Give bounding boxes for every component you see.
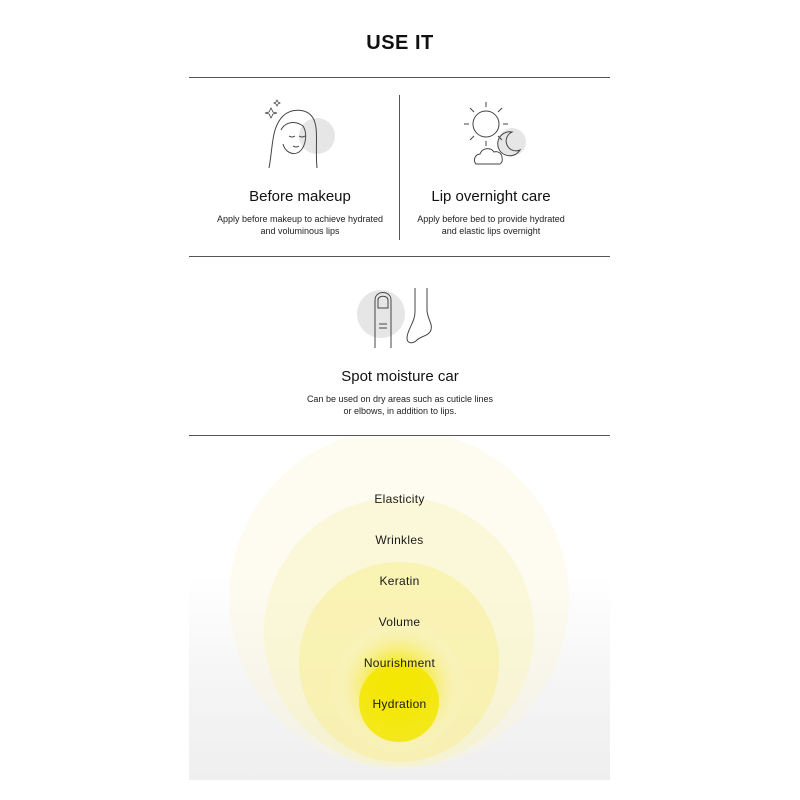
usage-desc-line: Apply before bed to provide hydrated	[417, 214, 565, 224]
yellow-glow-graphic	[189, 437, 610, 780]
divider-top	[189, 77, 610, 78]
usage-desc-line: and elastic lips overnight	[441, 226, 541, 236]
benefit-label: Keratin	[379, 574, 420, 588]
usage-card-spot-moisture	[250, 278, 550, 417]
benefit-label: Volume	[378, 615, 421, 629]
usage-card-before-makeup	[200, 98, 400, 237]
benefit-label: Elasticity	[374, 492, 425, 506]
divider-bottom	[189, 435, 610, 436]
woman-face-icon	[255, 98, 345, 178]
benefit-label: Wrinkles	[375, 533, 424, 547]
benefit-label: Nourishment	[363, 656, 436, 670]
usage-desc-line: Apply before makeup to achieve hydrated	[216, 214, 384, 224]
usage-heading: Lip overnight care	[431, 188, 551, 205]
usage-desc-line: or elbows, in addition to lips.	[343, 406, 457, 416]
usage-description	[250, 393, 550, 417]
finger-foot-icon	[355, 278, 445, 358]
sun-moon-cloud-icon	[446, 98, 536, 178]
benefits-section	[189, 437, 610, 780]
divider-middle	[189, 256, 610, 257]
usage-heading: Spot moisture car	[341, 368, 459, 385]
benefit-label: Hydration	[372, 697, 427, 711]
usage-desc-line: and voluminous lips	[260, 226, 340, 236]
usage-description	[391, 213, 591, 237]
usage-description	[200, 213, 400, 237]
usage-heading: Before makeup	[249, 188, 351, 205]
usage-desc-line: Can be used on dry areas such as cuticle lines	[306, 394, 494, 404]
page-title: USE IT	[366, 32, 434, 54]
usage-card-lip-overnight	[391, 98, 591, 237]
